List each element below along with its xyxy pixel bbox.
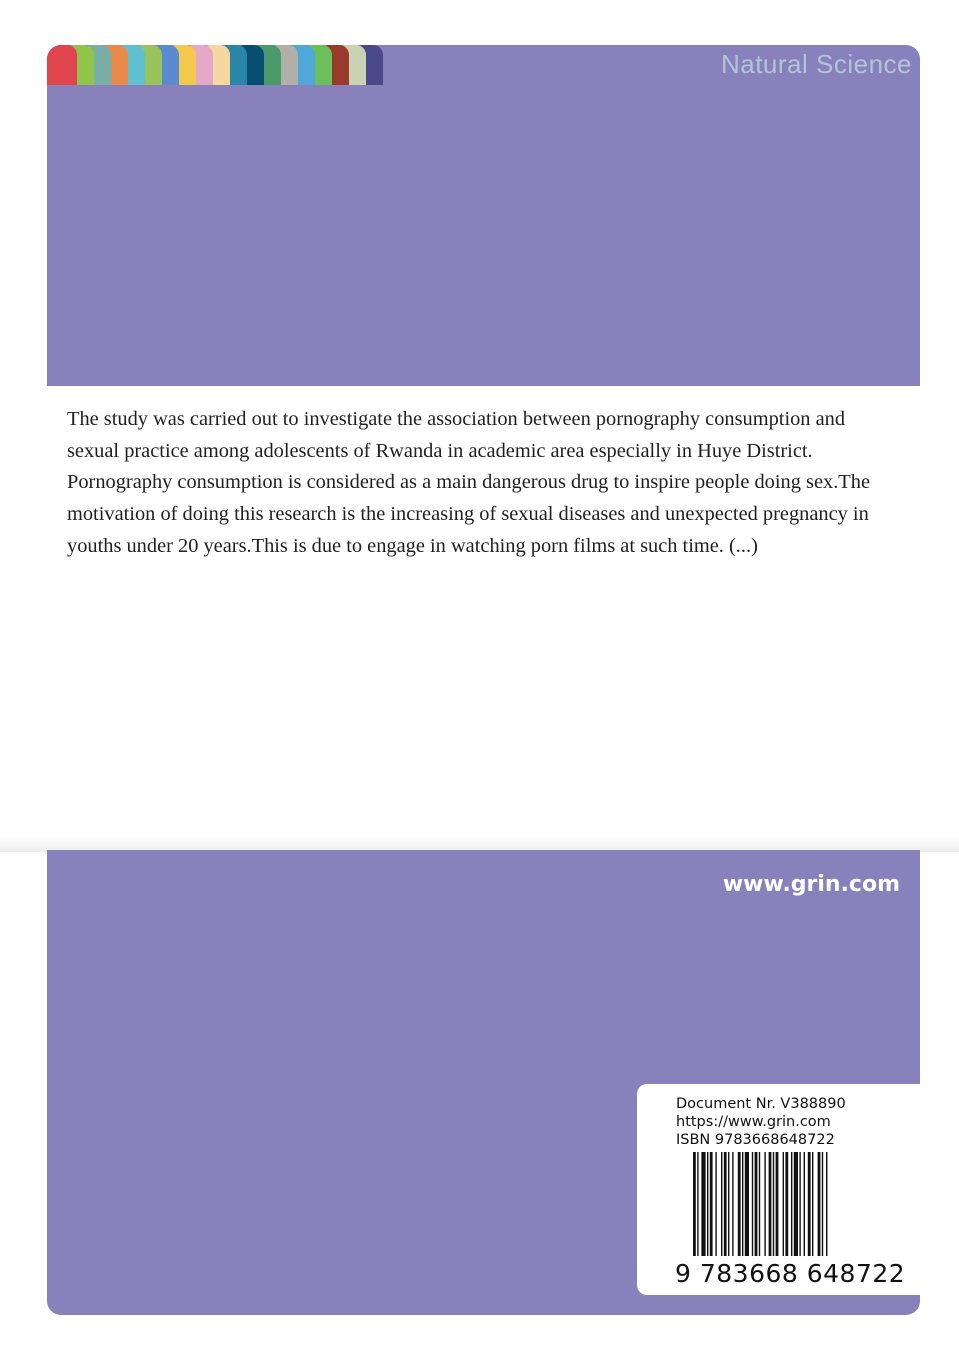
color-tabs (47, 45, 387, 85)
barcode-bar (742, 1152, 743, 1256)
cover-top-panel (47, 45, 920, 386)
barcode-bar (769, 1152, 772, 1256)
barcode-bar (818, 1152, 821, 1256)
barcode-bar (804, 1152, 805, 1256)
barcode-bar (724, 1152, 727, 1256)
barcode-bar (826, 1152, 827, 1256)
isbn-label: ISBN 9783668648722 (676, 1132, 835, 1148)
barcode-url: https://www.grin.com (676, 1114, 831, 1130)
barcode-bar (715, 1152, 716, 1256)
barcode-bar (812, 1152, 813, 1256)
barcode-bar (732, 1152, 733, 1256)
barcode-bar (764, 1152, 765, 1256)
barcode-icon (693, 1152, 903, 1258)
barcode-digits: 9 783668 648722 (675, 1259, 906, 1288)
barcode-bar (822, 1152, 823, 1256)
barcode-bar (728, 1152, 729, 1256)
barcode-bar (693, 1152, 696, 1256)
barcode-bar (745, 1152, 749, 1256)
series-label: Natural Science (720, 49, 912, 79)
barcode-bar (776, 1152, 779, 1256)
barcode-bar (752, 1152, 753, 1256)
barcode-bar (808, 1152, 811, 1256)
barcode-bar (783, 1152, 784, 1256)
blurb-text: The study was carried out to investigate the association between pornography consumption and sexual practice among adolescents of Rwanda in academic area especially in Huye District. Pornography consumption is considered as a main dangerous drug to inspire people doing sex.The motivation of doing this research is the increasing of sexual diseases and unexpected pregnancy in youths under 20 years.This is due to engage in watching porn films at such time. (...) (67, 408, 871, 557)
barcode-bar (799, 1152, 800, 1256)
barcode-box (637, 1084, 920, 1295)
barcode-bar (755, 1152, 758, 1256)
color-tab (47, 45, 77, 85)
barcode-bar (773, 1152, 774, 1256)
barcode-bar (707, 1152, 708, 1256)
barcode-bar (710, 1152, 713, 1256)
barcode-bar (697, 1152, 698, 1256)
barcode-bar (794, 1152, 798, 1256)
barcode-bar (738, 1152, 741, 1256)
barcode-bar (759, 1152, 760, 1256)
barcode-bar (785, 1152, 788, 1256)
barcode-bar (791, 1152, 792, 1256)
document-number: Document Nr. V388890 (676, 1096, 846, 1112)
website-link[interactable]: www.grin.com (722, 872, 900, 897)
barcode-bar (721, 1152, 722, 1256)
barcode-bar (701, 1152, 705, 1256)
